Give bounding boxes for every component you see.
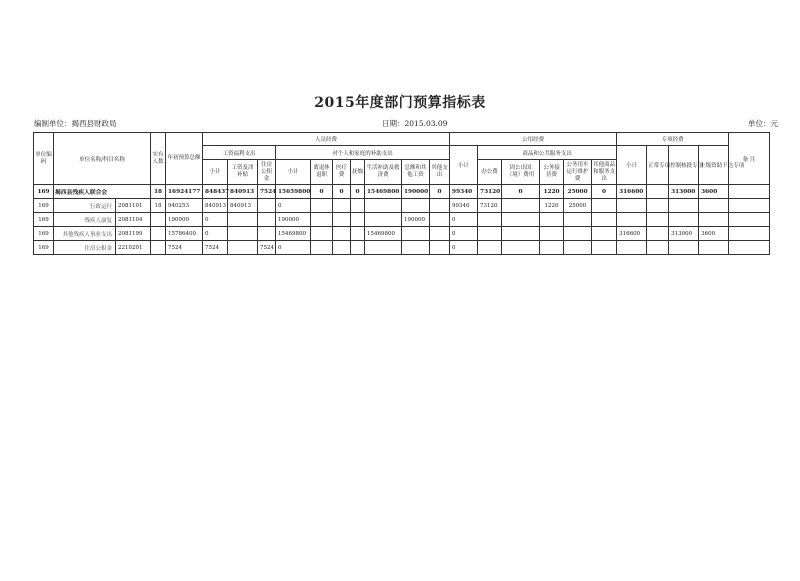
- cell-office: 73120: [478, 199, 502, 213]
- cell-staff: [151, 213, 166, 227]
- header-living-subsidy: 生活补助及救济费: [365, 160, 402, 185]
- cell-pension: [351, 213, 365, 227]
- cell-reception: [540, 213, 564, 227]
- cell-housing-fund: [258, 213, 276, 227]
- cell-total: 15786400: [166, 227, 203, 241]
- cell-housing-fund: 7524: [258, 241, 276, 255]
- cell-public-subtotal: 0: [450, 241, 478, 255]
- cell-public-subtotal: 99340: [450, 199, 478, 213]
- cell-allowance-other: [402, 241, 430, 255]
- header-medical: 医疗费: [333, 160, 351, 185]
- header-public-subtotal: 小计: [450, 146, 478, 185]
- table-row: [34, 199, 770, 213]
- header-unit-code: 单位编码: [34, 133, 54, 185]
- cell-higher-transfer: 3600: [699, 185, 729, 199]
- cell-higher-transfer: [699, 199, 729, 213]
- cell-allowance-other: [402, 199, 430, 213]
- cell-higher-transfer: [699, 213, 729, 227]
- cell-remarks: [729, 213, 770, 227]
- cell-other-exp: 0: [430, 185, 450, 199]
- cell-medical: [333, 241, 351, 255]
- header-higher-transfer: 上级资助下达专项: [699, 146, 729, 185]
- cell-other-goods: 0: [592, 185, 617, 199]
- cell-family-subtotal: 0: [276, 199, 311, 213]
- cell-wage-bonus: 840913: [228, 185, 258, 199]
- report-date: 日期：2015.03.09: [382, 119, 448, 128]
- cell-special-subtotal: 316600: [617, 227, 647, 241]
- cell-subject-name: 行政运行: [54, 199, 116, 213]
- cell-subject-name: 住房公积金: [54, 241, 116, 255]
- cell-abroad: 0: [502, 185, 540, 199]
- cell-higher-transfer: 3600: [699, 227, 729, 241]
- cell-remarks: [729, 185, 770, 199]
- cell-regular: [647, 199, 669, 213]
- cell-control-approve: [669, 213, 699, 227]
- header-family-subtotal: 小计: [276, 160, 311, 185]
- cell-vehicle: [564, 213, 592, 227]
- cell-total: 940253: [166, 199, 203, 213]
- cell-family-subtotal: 190000: [276, 213, 311, 227]
- cell-wage-bonus: 840913: [228, 199, 258, 213]
- cell-medical: [333, 227, 351, 241]
- cell-living-subsidy: 15469800: [365, 227, 402, 241]
- cell-other-exp: [430, 199, 450, 213]
- cell-subject-name: 残疾人康复: [54, 213, 116, 227]
- cell-special-subtotal: [617, 199, 647, 213]
- cell-medical: [333, 213, 351, 227]
- header-budget-total: 年初预算总额: [166, 133, 203, 185]
- cell-regular: [647, 241, 669, 255]
- cell-wage-subtotal: 7524: [203, 241, 228, 255]
- budget-table: [33, 132, 770, 255]
- cell-public-subtotal: 0: [450, 213, 478, 227]
- cell-regular: [647, 213, 669, 227]
- cell-unit-name: 揭西县残疾人联合会: [54, 185, 151, 199]
- compiling-unit: 编制单位：揭西县财政局: [34, 119, 117, 128]
- cell-wage-subtotal: 848437: [203, 185, 228, 199]
- cell-code: 169: [34, 185, 54, 199]
- cell-office: [478, 227, 502, 241]
- cell-other-exp: [430, 213, 450, 227]
- cell-wage-subtotal: 0: [203, 213, 228, 227]
- cell-total: 16924177: [166, 185, 203, 199]
- cell-allowance-other: 190000: [402, 185, 430, 199]
- cell-office: 73120: [478, 185, 502, 199]
- cell-code: 169: [34, 241, 54, 255]
- cell-vehicle: [564, 241, 592, 255]
- cell-medical: [333, 199, 351, 213]
- header-wage-bonus: 工资及津补贴: [228, 160, 258, 185]
- table-row: [34, 213, 770, 227]
- cell-staff: 18: [151, 185, 166, 199]
- cell-family-subtotal: 15469800: [276, 227, 311, 241]
- cell-pension: [351, 227, 365, 241]
- cell-reception: 1220: [540, 185, 564, 199]
- cell-allowance-other: 190000: [402, 213, 430, 227]
- cell-housing-fund: [258, 227, 276, 241]
- cell-pension: [351, 199, 365, 213]
- cell-subject-code: 2081104: [116, 213, 151, 227]
- header-regular: 正常专项: [647, 146, 669, 185]
- header-personnel: 人员经费: [203, 133, 450, 146]
- cell-abroad: [502, 227, 540, 241]
- header-unit-name: 单位名称/科目名称: [54, 133, 151, 185]
- cell-retire: [311, 227, 333, 241]
- cell-reception: [540, 241, 564, 255]
- cell-code: 169: [34, 199, 54, 213]
- cell-subject-name: 其他残疾人事业支出: [54, 227, 116, 241]
- cell-retire: [311, 241, 333, 255]
- header-control-approve: 控制核批专项: [669, 146, 699, 185]
- cell-wage-subtotal: 840913: [203, 199, 228, 213]
- header-vehicle: 公务用车运行维护费: [564, 160, 592, 185]
- cell-subject-code: 2210201: [116, 241, 151, 255]
- cell-regular: [647, 227, 669, 241]
- cell-special-subtotal: 316600: [617, 185, 647, 199]
- cell-staff: 18: [151, 199, 166, 213]
- cell-subject-code: 2081199: [116, 227, 151, 241]
- cell-vehicle: 25000: [564, 185, 592, 199]
- cell-office: [478, 213, 502, 227]
- cell-total: 7524: [166, 241, 203, 255]
- cell-other-goods: [592, 227, 617, 241]
- cell-other-exp: [430, 227, 450, 241]
- table-row: [34, 227, 770, 241]
- header-special: 专项经费: [617, 133, 729, 146]
- cell-remarks: [729, 199, 770, 213]
- cell-pension: 0: [351, 185, 365, 199]
- cell-vehicle: [564, 227, 592, 241]
- cell-family-subtotal: 15659800: [276, 185, 311, 199]
- cell-code: 169: [34, 213, 54, 227]
- cell-pension: [351, 241, 365, 255]
- cell-regular: [647, 185, 669, 199]
- cell-family-subtotal: 0: [276, 241, 311, 255]
- cell-special-subtotal: [617, 213, 647, 227]
- cell-medical: 0: [333, 185, 351, 199]
- cell-control-approve: [669, 199, 699, 213]
- currency-unit: 单位：元: [748, 119, 778, 128]
- cell-wage-bonus: [228, 213, 258, 227]
- table-row: [34, 241, 770, 255]
- cell-abroad: [502, 199, 540, 213]
- cell-wage-bonus: [228, 227, 258, 241]
- header-remarks: 备 注: [729, 133, 770, 185]
- cell-abroad: [502, 213, 540, 227]
- header-reception: 公务接待费: [540, 160, 564, 185]
- cell-other-goods: [592, 241, 617, 255]
- cell-other-goods: [592, 213, 617, 227]
- header-wage-welfare: 工资福利支出: [203, 146, 276, 160]
- header-allowance-other: 总额和其他工资: [402, 160, 430, 185]
- header-special-subtotal: 小计: [617, 146, 647, 185]
- header-goods-services: 商品和公共服务支出: [478, 146, 617, 160]
- cell-subject-code: 2081101: [116, 199, 151, 213]
- table-row-total: [34, 185, 770, 199]
- header-staff: 实有人数: [151, 133, 166, 185]
- cell-public-subtotal: 0: [450, 227, 478, 241]
- cell-remarks: [729, 227, 770, 241]
- header-retire: 离退休退职: [311, 160, 333, 185]
- cell-wage-bonus: [228, 241, 258, 255]
- cell-remarks: [729, 241, 770, 255]
- cell-special-subtotal: [617, 241, 647, 255]
- header-other-exp: 其他支出: [430, 160, 450, 185]
- header-family-subsidy: 对个人和家庭的补助支出: [276, 146, 450, 160]
- cell-retire: [311, 199, 333, 213]
- cell-total: 190000: [166, 213, 203, 227]
- cell-control-approve: 313000: [669, 227, 699, 241]
- cell-office: [478, 241, 502, 255]
- cell-higher-transfer: [699, 241, 729, 255]
- cell-public-subtotal: 99340: [450, 185, 478, 199]
- cell-allowance-other: [402, 227, 430, 241]
- header-wage-subtotal: 小计: [203, 160, 228, 185]
- cell-living-subsidy: [365, 241, 402, 255]
- cell-retire: 0: [311, 185, 333, 199]
- cell-staff: [151, 227, 166, 241]
- cell-wage-subtotal: 0: [203, 227, 228, 241]
- cell-code: 169: [34, 227, 54, 241]
- cell-living-subsidy: [365, 199, 402, 213]
- page-title: 2015年度部门预算指标表: [314, 95, 486, 111]
- cell-living-subsidy: [365, 213, 402, 227]
- cell-reception: [540, 227, 564, 241]
- cell-vehicle: 25000: [564, 199, 592, 213]
- cell-control-approve: [669, 241, 699, 255]
- cell-abroad: [502, 241, 540, 255]
- cell-living-subsidy: 15469800: [365, 185, 402, 199]
- cell-other-goods: [592, 199, 617, 213]
- cell-housing-fund: [258, 199, 276, 213]
- header-other-goods: 其他商品和服务支出: [592, 160, 617, 185]
- cell-other-exp: [430, 241, 450, 255]
- header-pension: 抚恤: [351, 160, 365, 185]
- cell-reception: 1220: [540, 199, 564, 213]
- header-public: 公用经费: [450, 133, 617, 146]
- header-housing-fund: 住房公积金: [258, 160, 276, 185]
- cell-retire: [311, 213, 333, 227]
- header-office: 办公费: [478, 160, 502, 185]
- header-abroad: 因公出国（境）费用: [502, 160, 540, 185]
- cell-housing-fund: 7524: [258, 185, 276, 199]
- cell-control-approve: 313000: [669, 185, 699, 199]
- cell-staff: [151, 241, 166, 255]
